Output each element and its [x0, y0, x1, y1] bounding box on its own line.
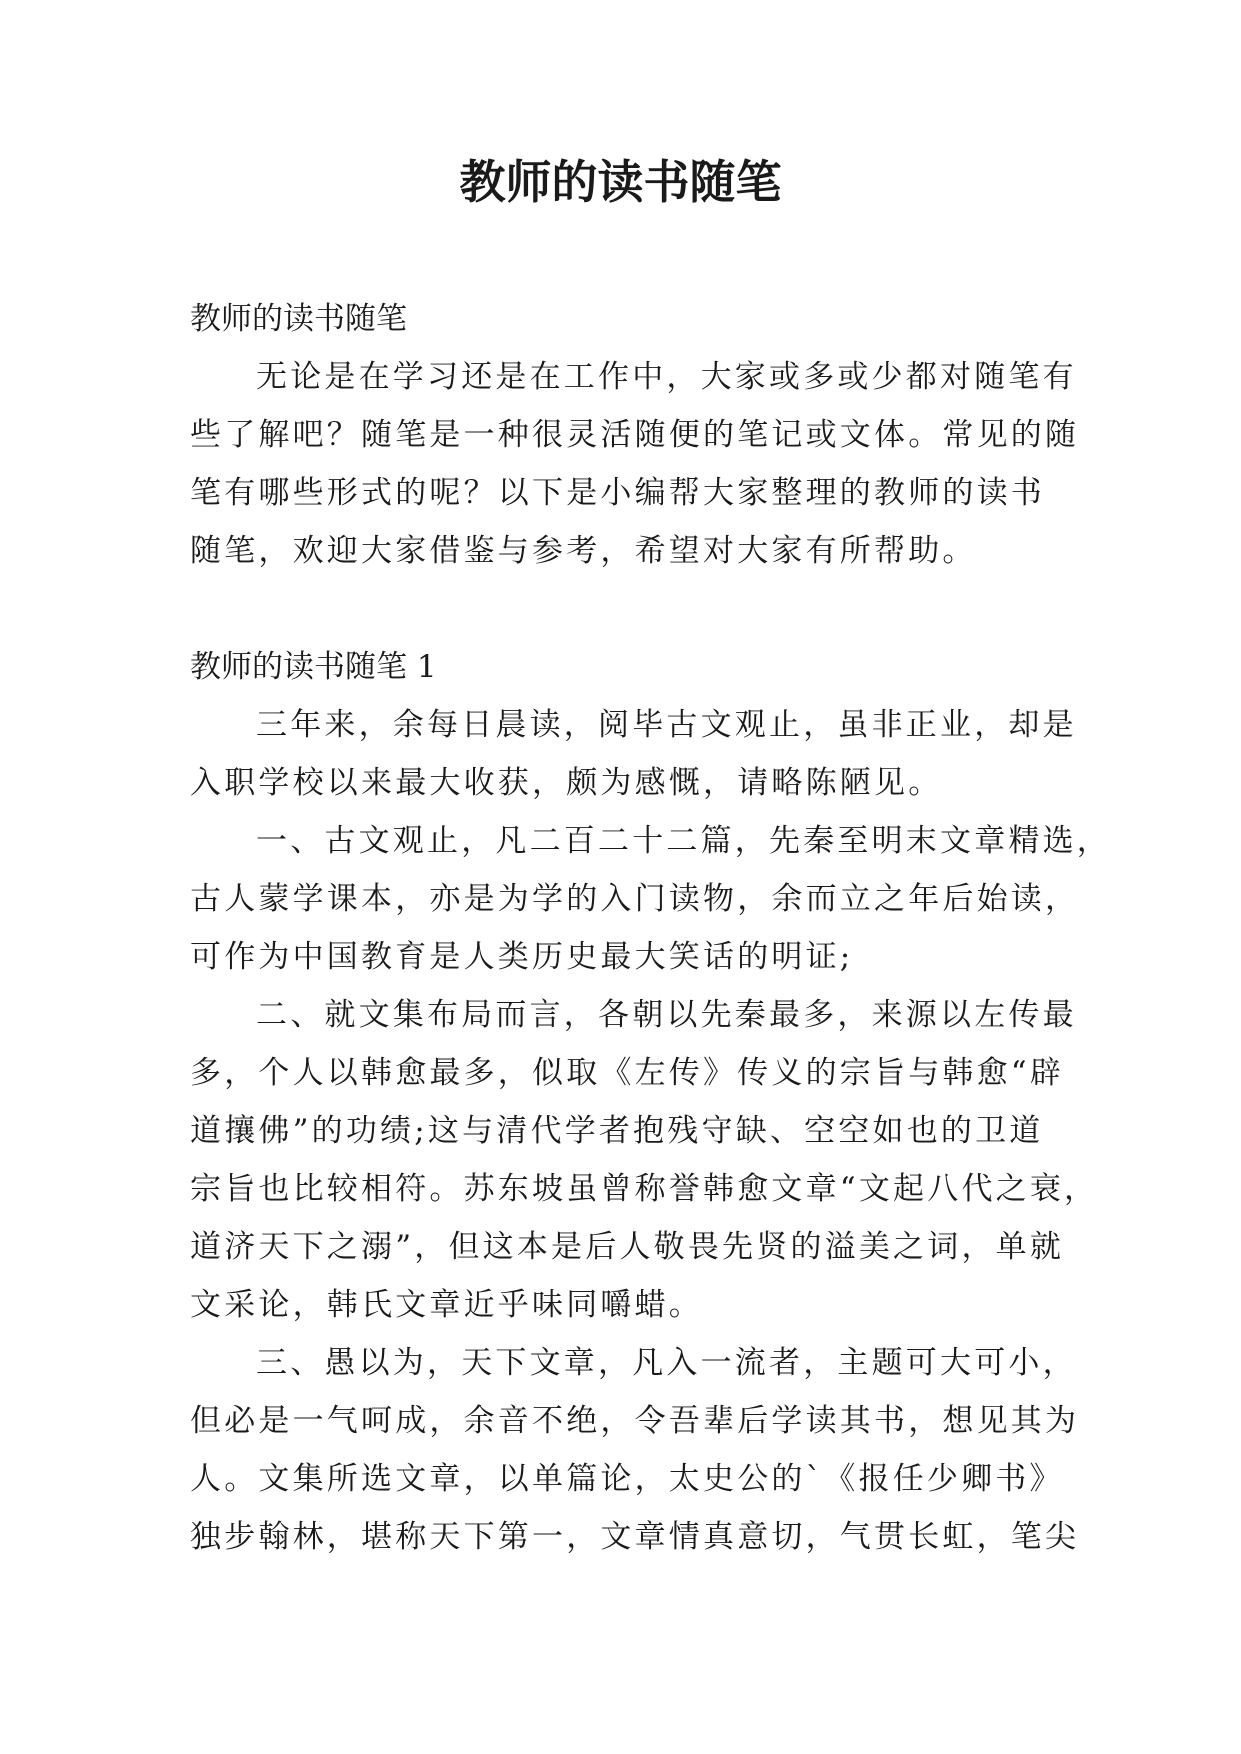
paragraph-line: 可作为中国教育是人类历史最大笑话的明证;: [190, 939, 854, 975]
paragraph-line: 无论是在学习还是在工作中，大家或多或少都对随笔有: [256, 359, 1077, 395]
paragraph-3: [190, 986, 1099, 1334]
paragraph-line: 道攘佛”的功绩;这与清代学者抱残守缺、空空如也的卫道: [190, 1113, 1044, 1149]
paragraph-line: 三、愚以为，天下文章，凡入一流者，主题可大可小，: [256, 1345, 1077, 1381]
intro-heading: 教师的读书随笔: [190, 301, 407, 337]
paragraph-line: 笔有哪些形式的呢？以下是小编帮大家整理的教师的读书: [190, 475, 1045, 511]
paragraph-line: 二、就文集布局而言，各朝以先秦最多，来源以左传最: [256, 997, 1077, 1033]
paragraph-line: 但必是一气呵成，余音不绝，令吾辈后学读其书，想见其为: [190, 1403, 1080, 1439]
paragraph-line: 道济天下之溺”，但这本是后人敬畏先贤的溢美之词，单就: [190, 1229, 1065, 1265]
spacer: [190, 580, 1056, 638]
paragraph-2: [190, 812, 1111, 986]
paragraph-line: 多，个人以韩愈最多，似取《左传》传义的宗旨与韩愈“辟: [190, 1055, 1065, 1091]
paragraph-line: 独步翰林，堪称天下第一，文章情真意切，气贯长虹，笔尖: [190, 1519, 1080, 1555]
paragraph-line: 人。文集所选文章，以单篇论，太史公的`《报任少卿书》: [190, 1461, 1064, 1497]
paragraph-line: 一、古文观止，凡二百二十二篇，先秦至明末文章精选，: [256, 823, 1111, 859]
section-heading: 教师的读书随笔 1: [190, 649, 437, 685]
document-title: 教师的读书随笔: [459, 155, 782, 209]
document-body: [190, 290, 1111, 1566]
paragraph-line: 随笔，欢迎大家借鉴与参考，希望对大家有所帮助。: [190, 533, 977, 569]
paragraph-line: 三年来，余每日晨读，阅毕古文观止，虽非正业，却是: [256, 707, 1077, 743]
paragraph-4: [190, 1334, 1080, 1566]
paragraph-1: [190, 696, 1077, 812]
paragraph-line: 入职学校以来最大收获，颇为感慨，请略陈陋见。: [190, 765, 943, 801]
intro-paragraph: [190, 348, 1080, 580]
paragraph-line: 文采论，韩氏文章近乎味同嚼蜡。: [190, 1287, 703, 1323]
paragraph-line: 些了解吧？随笔是一种很灵活随便的笔记或文体。常见的随: [190, 417, 1080, 453]
paragraph-line: 宗旨也比较相符。苏东坡虽曾称誉韩愈文章“文起八代之衰，: [190, 1171, 1099, 1207]
paragraph-line: 古人蒙学课本，亦是为学的入门读物，余而立之年后始读，: [190, 881, 1080, 917]
